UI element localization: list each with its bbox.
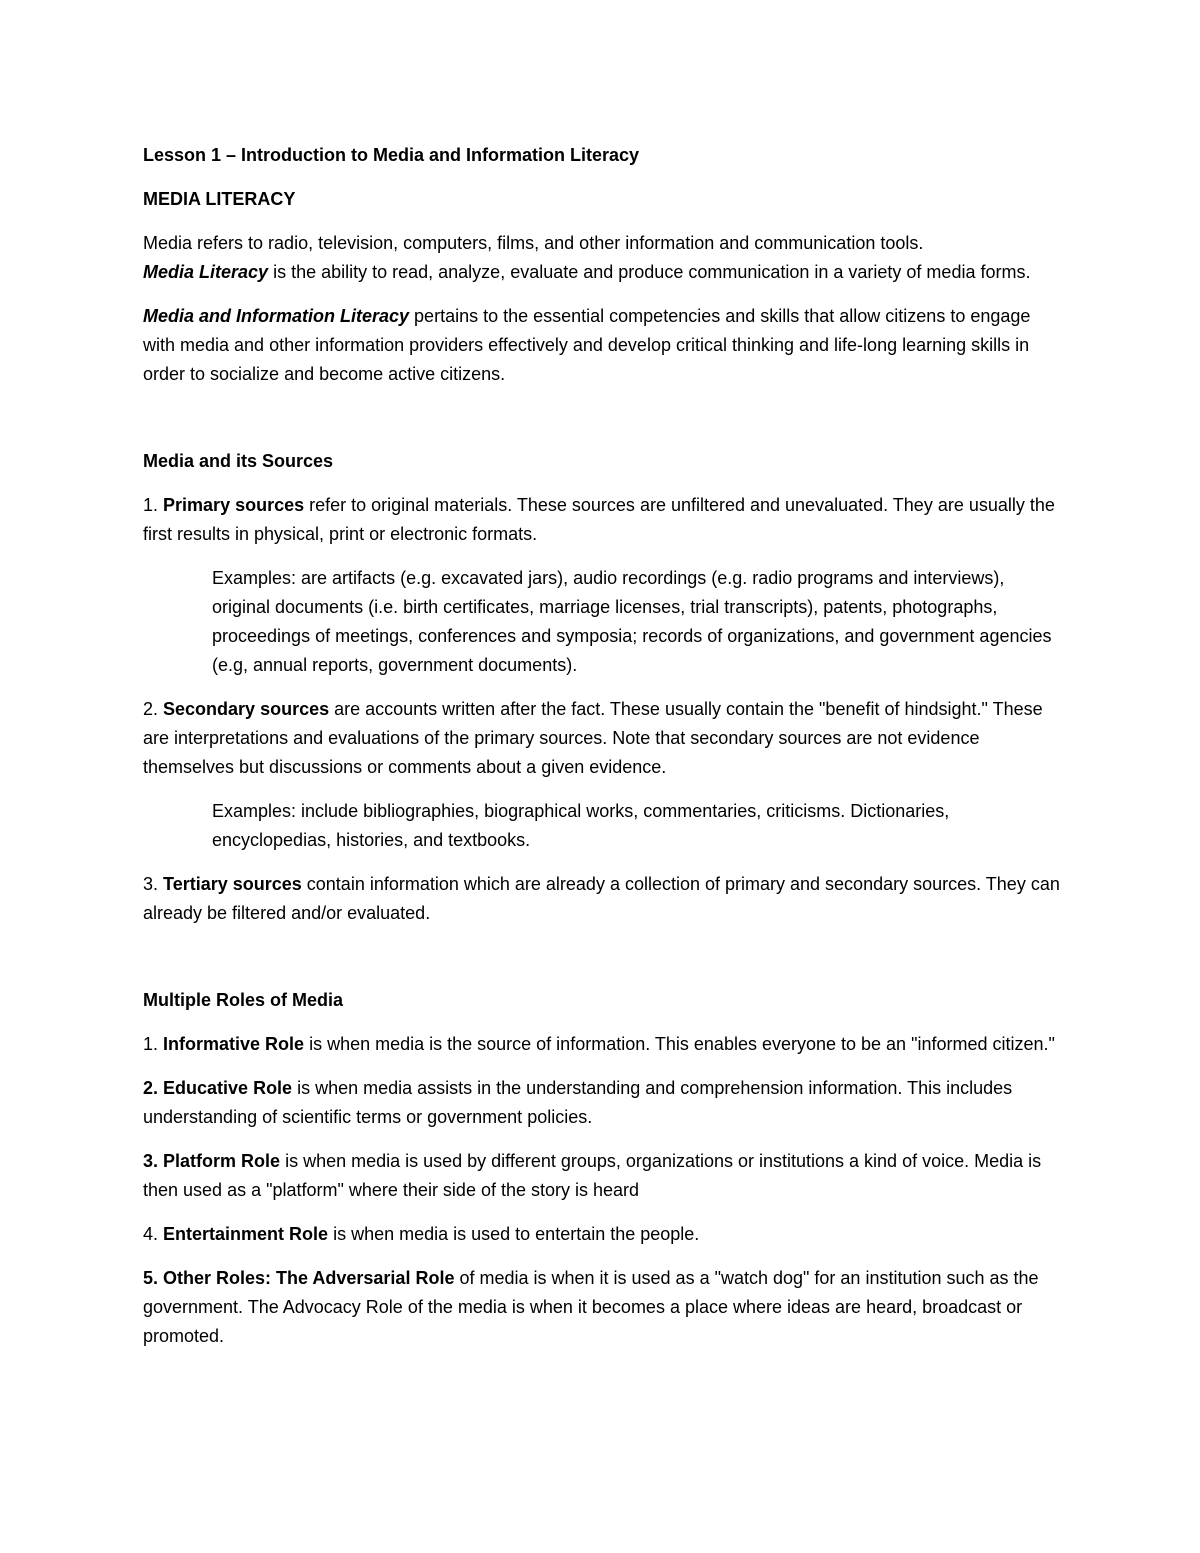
media-literacy-definition-text: is the ability to read, analyze, evaluate and produce communication in a variety of media forms. [268, 262, 1031, 282]
source-item-primary [143, 491, 1063, 549]
section-heading-media-literacy: MEDIA LITERACY [143, 189, 296, 209]
source-item-text: contain information which are already a collection of primary and secondary sources. They can already be filtered and/or evaluated. [143, 874, 1060, 923]
mil-definition-text: pertains to the essential competencies and skills that allow citizens to engage with media and other information providers effectively and develop critical thinking and life-long learning skills in order to socialize and become active citizens. [143, 306, 1031, 384]
role-item-number: 3. [143, 1151, 159, 1171]
source-item-term: Tertiary sources [163, 874, 302, 894]
document-body [143, 141, 1063, 1366]
role-item-number: 5. [143, 1268, 159, 1288]
source-example-secondary: Examples: include bibliographies, biographical works, commentaries, criticisms. Dictionaries, encyclopedias, histories, and textbooks. [212, 801, 950, 850]
source-item-tertiary [143, 870, 1063, 928]
role-item-number: 2. [143, 1078, 159, 1098]
role-item-term: Informative Role [163, 1034, 305, 1054]
source-item-number: 1. [143, 495, 159, 515]
role-item-text: is when media is the source of information. This enables everyone to be an "informed citizen." [304, 1034, 1055, 1054]
role-item-informative [143, 1030, 1063, 1059]
role-item-text: is when media is used to entertain the people. [328, 1224, 700, 1244]
lesson-title: Lesson 1 – Introduction to Media and Information Literacy [143, 145, 640, 165]
term-media-literacy: Media Literacy [143, 262, 269, 282]
source-item-text: refer to original materials. These sources are unfiltered and unevaluated. They are usually the first results in physical, print or electronic formats. [143, 495, 1055, 544]
role-item-text: of media is when it is used as a "watch dog" for an institution such as the government. The Advocacy Role of the media is when it becomes a place where ideas are heard, broadcast or promoted. [143, 1268, 1039, 1346]
source-item-number: 2. [143, 699, 159, 719]
paragraph-media-definition [143, 229, 1063, 287]
role-item-term: Entertainment Role [163, 1224, 329, 1244]
role-item-text: is when media assists in the understanding and comprehension information. This includes understanding of scientific terms or government policies. [143, 1078, 1013, 1127]
role-item-number: 1. [143, 1034, 159, 1054]
role-item-number: 4. [143, 1224, 159, 1244]
source-item-term: Secondary sources [163, 699, 330, 719]
role-item-term: Other Roles: The Adversarial Role [163, 1268, 455, 1288]
source-item-secondary [143, 695, 1063, 782]
role-item-educative [143, 1074, 1063, 1132]
term-mil: Media and Information Literacy [143, 306, 410, 326]
section-heading-roles: Multiple Roles of Media [143, 990, 344, 1010]
role-item-text: is when media is used by different groups, organizations or institutions a kind of voice. Media is then used as a "platform" where their side of the story is heard [143, 1151, 1042, 1200]
source-item-term: Primary sources [163, 495, 305, 515]
role-item-term: Educative Role [163, 1078, 293, 1098]
media-definition-text: Media refers to radio, television, computers, films, and other information and communication tools. [143, 233, 924, 253]
role-item-entertainment [143, 1220, 1063, 1249]
section-heading-sources: Media and its Sources [143, 451, 334, 471]
role-item-other [143, 1264, 1063, 1351]
source-item-number: 3. [143, 874, 159, 894]
section-spacer [143, 404, 1063, 447]
paragraph-mil-definition [143, 302, 1063, 389]
source-example-primary: Examples: are artifacts (e.g. excavated jars), audio recordings (e.g. radio programs and interviews), original documents (i.e. birth certificates, marriage licenses, trial transcripts), patents, photographs, proceedings of meetings, conferences and symposia; records of organizations, and government agencies (e.g, annual reports, government documents). [212, 568, 1052, 675]
source-item-text: are accounts written after the fact. These usually contain the "benefit of hindsight." These are interpretations and evaluations of the primary sources. Note that secondary sources are not evidence themselves but discussions or comments about a given evidence. [143, 699, 1043, 777]
section-spacer [143, 943, 1063, 986]
role-item-term: Platform Role [163, 1151, 281, 1171]
role-item-platform [143, 1147, 1063, 1205]
